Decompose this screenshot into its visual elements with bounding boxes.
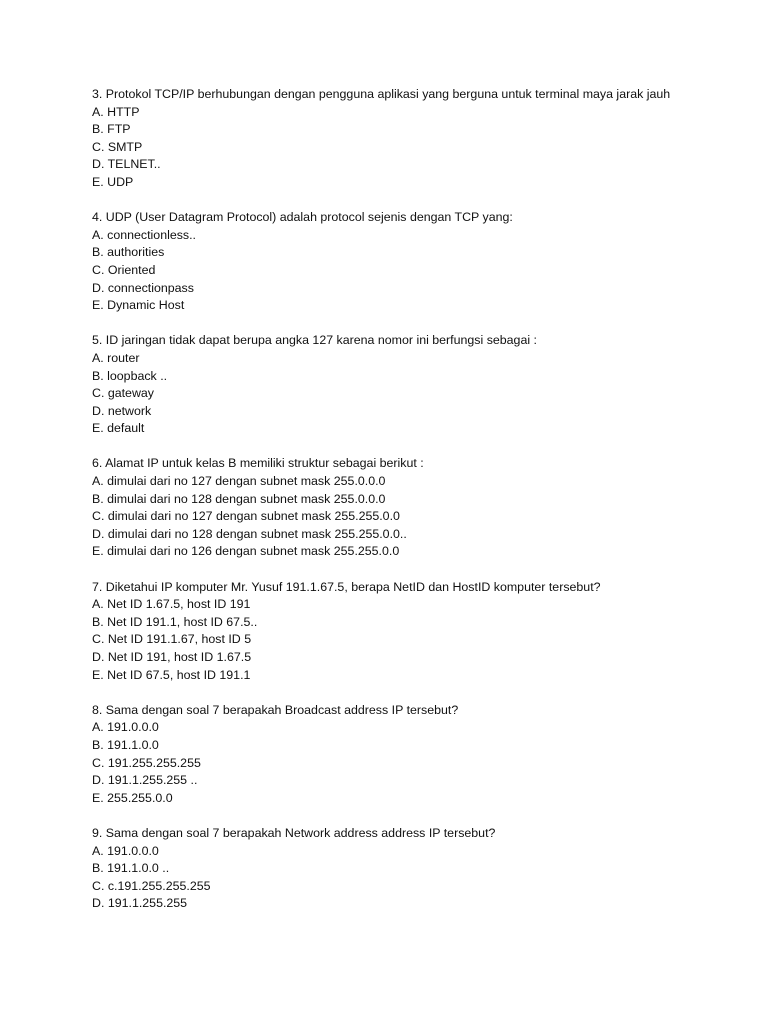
option-a: A. HTTP (92, 104, 140, 119)
question-text: 3. Protokol TCP/IP berhubungan dengan pengguna aplikasi yang berguna untuk terminal maya jarak jauh (92, 87, 671, 101)
option-b: B. 191.1.0.0 (92, 737, 159, 752)
question-9 (92, 825, 682, 913)
question-4 (92, 209, 682, 315)
question-3 (92, 86, 682, 192)
option-e: E. Net ID 67.5, host ID 191.1 (92, 667, 251, 682)
option-d: D. TELNET.. (92, 157, 161, 172)
option-b: B. dimulai dari no 128 dengan subnet mask 255.0.0.0 (92, 491, 386, 506)
option-d: D. network (92, 403, 152, 418)
question-text: 7. Diketahui IP komputer Mr. Yusuf 191.1.67.5, berapa NetID dan HostID komputer tersebut? (92, 579, 601, 594)
option-d: D. Net ID 191, host ID 1.67.5 (92, 650, 252, 664)
option-c: C. Net ID 191.1.67, host ID 5 (92, 632, 252, 647)
option-d: D. 191.1.255.255 (92, 896, 188, 911)
option-d: D. connectionpass (92, 280, 194, 295)
question-5 (92, 332, 682, 438)
option-e: E. dimulai dari no 126 dengan subnet mask 255.255.0.0 (92, 544, 400, 559)
option-b: B. loopback .. (92, 368, 168, 383)
option-c: C. c.191.255.255.255 (92, 878, 211, 893)
option-e: E. default (92, 421, 145, 436)
question-8 (92, 702, 682, 808)
option-b: B. FTP (92, 122, 131, 137)
option-a: A. connectionless.. (92, 227, 197, 242)
option-a: A. 191.0.0.0 (92, 843, 159, 858)
option-c: C. SMTP (92, 139, 143, 154)
question-7 (92, 579, 682, 685)
option-c: C. Oriented (92, 262, 156, 277)
option-d: D. dimulai dari no 128 dengan subnet mask 255.255.0.0.. (92, 526, 407, 541)
question-text: 4. UDP (User Datagram Protocol) adalah protocol sejenis dengan TCP yang: (92, 210, 513, 225)
document-page (92, 86, 682, 931)
option-c: C. gateway (92, 386, 154, 401)
question-6 (92, 455, 682, 561)
question-text: 5. ID jaringan tidak dapat berupa angka 127 karena nomor ini berfungsi sebagai : (92, 333, 537, 348)
option-c: C. 191.255.255.255 (92, 755, 201, 770)
question-text: 9. Sama dengan soal 7 berapakah Network address address IP tersebut? (92, 825, 496, 840)
question-text: 6. Alamat IP untuk kelas B memiliki struktur sebagai berikut : (92, 456, 424, 471)
option-a: A. 191.0.0.0 (92, 720, 159, 735)
option-a: A. router (92, 350, 140, 365)
option-e: E. 255.255.0.0 (92, 790, 173, 805)
option-a: A. Net ID 1.67.5, host ID 191 (92, 597, 251, 612)
option-e: E. Dynamic Host (92, 298, 185, 313)
option-e: E. UDP (92, 174, 134, 189)
option-b: B. Net ID 191.1, host ID 67.5.. (92, 614, 258, 629)
option-a: A. dimulai dari no 127 dengan subnet mask 255.0.0.0 (92, 474, 386, 489)
option-b: B. 191.1.0.0 .. (92, 861, 170, 876)
option-d: D. 191.1.255.255 .. (92, 773, 198, 788)
option-c: C. dimulai dari no 127 dengan subnet mask 255.255.0.0 (92, 509, 400, 524)
option-b: B. authorities (92, 245, 165, 260)
question-text: 8. Sama dengan soal 7 berapakah Broadcast address IP tersebut? (92, 702, 459, 717)
